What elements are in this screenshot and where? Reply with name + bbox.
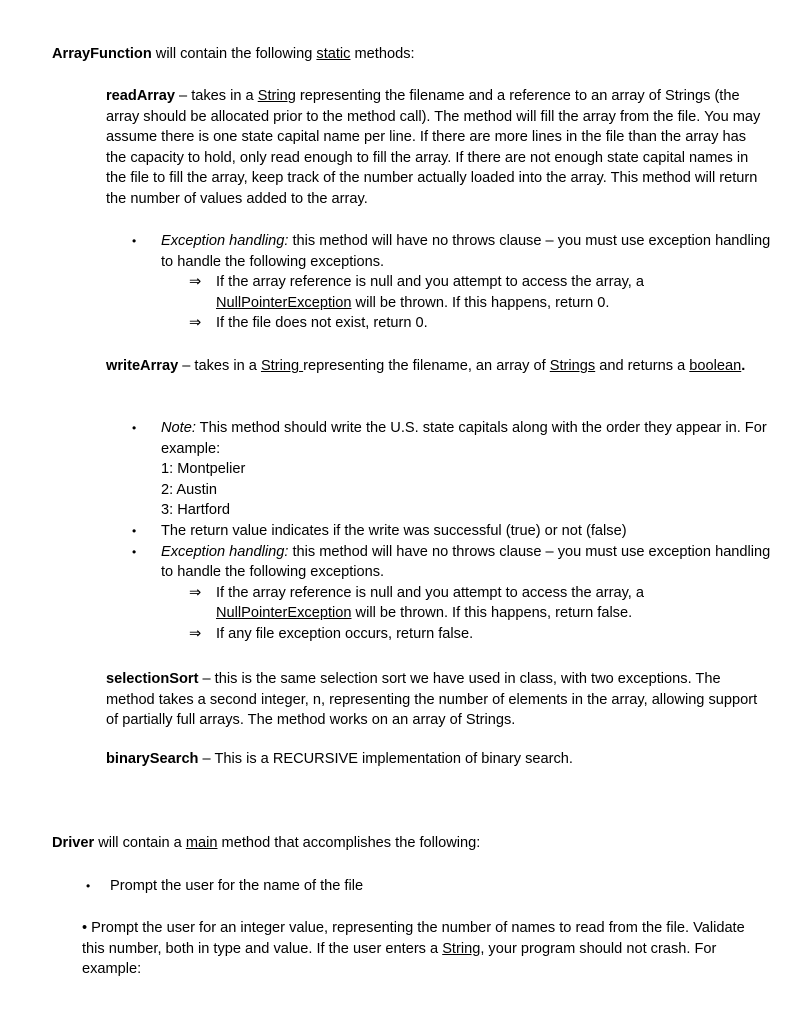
writearray-bullet-list: [132, 418, 781, 645]
list-item: • Prompt the user for an integer value, representing the number of names to read from the file. Validate this number, both in type and value. If the user enters a String, your program should not crash. For example:: [82, 920, 745, 978]
writearray-description: writeArray – takes in a String representing the filename, an array of Strings and returns a boolean.: [106, 358, 746, 374]
class-name-arrayfunction: ArrayFunction: [52, 46, 152, 62]
method-name-readarray: readArray: [106, 88, 175, 104]
list-item: • Prompt the user for the name of the file: [110, 876, 750, 897]
list-item: • Exception handling: this method will have no throws clause – you must use exception handling to handle the following exceptions. ⇒ If the array reference is null and you attempt to access the array, a NullPointerException will be thrown. If this happens, return 0. ⇒ If the file does not exist, return 0.: [161, 231, 781, 334]
bullet-icon: •: [86, 879, 91, 893]
example-line: 1: Montpelier: [161, 461, 246, 478]
selectionsort-description: selectionSort – this is the same selection sort we have used in class, with two exceptions. The method takes a second integer, n, representing the number of elements in the array, allowing support of partially full arrays. The method works on an array of Strings.: [106, 671, 758, 729]
binarysearch-description: binarySearch – This is a RECURSIVE implementation of binary search.: [106, 751, 573, 767]
arrow-icon: ⇒: [189, 625, 202, 642]
method-name-writearray: writeArray: [106, 358, 179, 374]
static-keyword: static: [316, 46, 351, 62]
arrow-icon: ⇒: [189, 315, 202, 332]
arrow-icon: ⇒: [189, 274, 202, 291]
bullet-icon: •: [132, 544, 137, 559]
bullet-icon: •: [132, 234, 137, 248]
list-item: • The return value indicates if the write was successful (true) or not (false): [161, 521, 781, 542]
intro-paragraph: ArrayFunction will contain the following static methods:: [52, 46, 415, 62]
class-name-driver: Driver: [52, 835, 95, 851]
driver-paragraph: Driver will contain a main method that accomplishes the following:: [52, 835, 481, 851]
method-name-binarysearch: binarySearch: [106, 751, 199, 767]
list-item: • Note: This method should write the U.S. state capitals along with the order they appear in. For example: 1: Montpelier 2: Austin 3: Hartford: [161, 418, 781, 521]
arrow-icon: ⇒: [189, 584, 202, 601]
readarray-description: readArray – takes in a String representing the filename and a reference to an array of Strings (the array should be allocated prior to the method call). The method will fill the array from the file. You may assume there is one state capital name per line. If there are more lines in the file than the array has the capacity to hold, only read enough to fill the array. If there are not enough state capital names in the file to fill the array, keep track of the number actually loaded into the array. This method will return the number of values added to the array.: [106, 88, 761, 207]
method-name-selectionsort: selectionSort: [106, 671, 199, 687]
sub-list-item: ⇒ If the file does not exist, return 0.: [161, 313, 781, 334]
sub-list-item: ⇒ If any file exception occurs, return false.: [161, 624, 781, 645]
list-item: • Exception handling: this method will have no throws clause – you must use exception handling to handle the following exceptions. ⇒ If the array reference is null and you attempt to access the array, a NullPointerException will be thrown. If this happens, return false. ⇒ If any file exception occurs, return false.: [161, 542, 781, 645]
example-line: 2: Austin: [161, 481, 217, 498]
bullet-icon: •: [132, 523, 137, 538]
readarray-bullet-list: [132, 231, 781, 334]
bullet-icon: •: [132, 421, 137, 435]
example-line: 3: Hartford: [161, 502, 230, 519]
sub-list-item: ⇒ If the array reference is null and you attempt to access the array, a NullPointerException will be thrown. If this happens, return false.: [189, 584, 645, 622]
sub-list-item: ⇒ If the array reference is null and you attempt to access the array, a NullPointerException will be thrown. If this happens, return 0.: [189, 274, 645, 311]
